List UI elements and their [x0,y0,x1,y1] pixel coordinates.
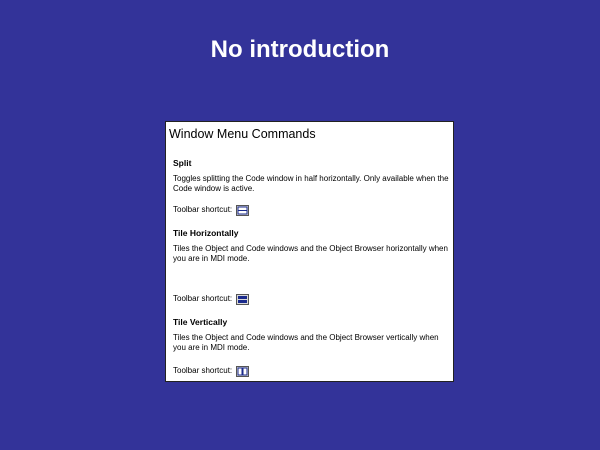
section-tile-horizontally [173,228,449,264]
toolbar-shortcut [173,365,249,377]
tile-vertically-icon [236,366,249,377]
section-title: Split [173,158,192,168]
section-title: Tile Vertically [173,317,228,327]
section-tile-vertically [173,317,449,353]
section-description: Tiles the Object and Code windows and the Object Browser vertically when you are in MDI mode. [173,333,439,352]
shortcut-label: Toolbar shortcut: [173,294,233,303]
section-description: Tiles the Object and Code windows and the Object Browser horizontally when you are in MDI mode. [173,244,448,263]
help-heading: Window Menu Commands [169,127,316,141]
section-title: Tile Horizontally [173,228,239,238]
shortcut-label: Toolbar shortcut: [173,366,233,375]
toolbar-shortcut [173,204,249,216]
slide-title: No introduction [210,36,390,63]
shortcut-label: Toolbar shortcut: [173,205,233,214]
tile-horizontally-icon [236,294,249,305]
section-split [173,158,449,194]
help-panel [165,121,454,382]
toolbar-shortcut [173,293,249,305]
split-window-icon [236,205,249,216]
section-description: Toggles splitting the Code window in half horizontally. Only available when the Code window is active. [173,174,449,193]
